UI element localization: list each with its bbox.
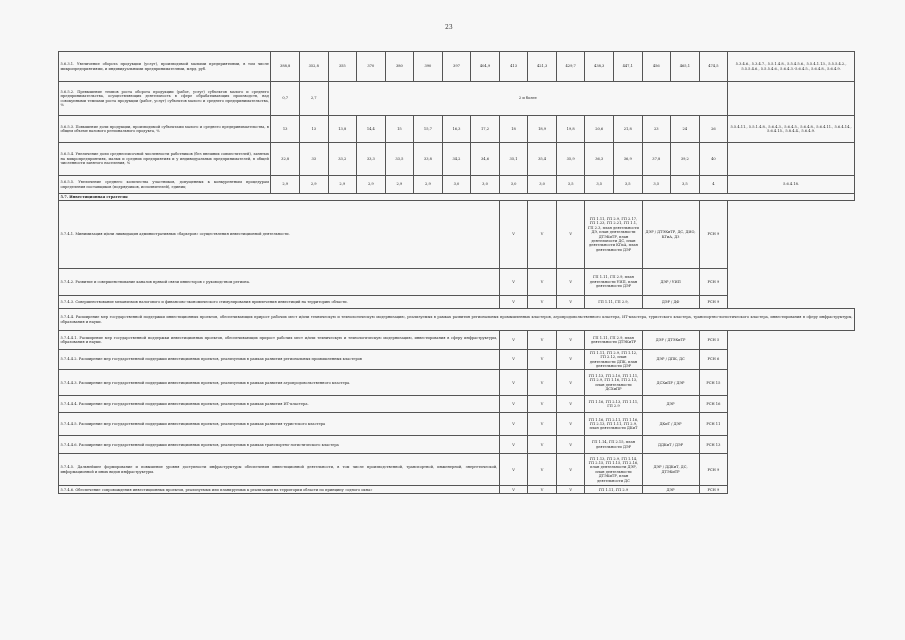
measure-description: 5.7.4.4.5. Расширение мер государственной поддержки инвестиционных проектов, реализуемых в рамках развития туристского кластера	[59, 413, 500, 436]
measure-stage-mark: V	[556, 331, 585, 350]
indicator-value: 438,3	[585, 52, 614, 82]
measure-executors: ДДКиТ / ДЭР	[642, 436, 699, 454]
measure-documents: ГП 1.11, ГП 2.9	[585, 486, 642, 494]
table-row	[59, 176, 855, 194]
table-row	[59, 396, 855, 413]
measure-kpi: РСН 6	[699, 350, 728, 370]
indicator-value: 34,6	[471, 143, 500, 176]
measure-stage-mark: V	[528, 269, 557, 296]
indicator-value: 3,5	[613, 176, 642, 194]
indicator-value: 34,2	[442, 143, 471, 176]
indicator-value: 421,3	[528, 52, 557, 82]
table-row	[59, 201, 855, 269]
measure-description: 5.7.4.4. Расширение мер государственной поддержки инвестиционных проектов, обеспечивающих прирост рабочих мест и/или техническую и технологическую модернизацию, реализуемых в рамках развития региональных промышленных кластеров, агропродовольственного кластера, ИТ-кластера, туристского кластера, транспортно-логистического кластера, инвестирования в сферу инфраструктуры, образования и науки.	[59, 309, 855, 331]
indicator-value: 39,2	[671, 143, 700, 176]
indicator-value: 35,9	[556, 143, 585, 176]
indicator-value: 355	[328, 52, 357, 82]
measure-stage-mark: V	[499, 350, 528, 370]
indicator-description: 5.6.5.2. Превышение темпов роста оборота продукции (работ, услуг) субъектов малого и среднего предпринимательства, осуществляющих деятельность в сфере обрабатывающих производств, над совокупными темпами роста продукции (работ, услуг) субъектов малого и среднего предпринимательства, %	[59, 82, 271, 116]
indicator-value: 4	[699, 176, 728, 194]
measure-stage-mark: V	[528, 370, 557, 396]
indicator-value: 3,0	[528, 176, 557, 194]
measure-kpi: РСН 9	[699, 486, 728, 494]
measure-stage-mark: V	[499, 486, 528, 494]
indicator-value: 13	[299, 116, 328, 143]
indicator-description: 5.6.5.3. Повышение доли продукции, производимой субъектами малого и среднего предпринимательства, в общем объеме валового регионального продукта, %	[59, 116, 271, 143]
indicator-value: 18,9	[528, 116, 557, 143]
measure-stage-mark: V	[499, 370, 528, 396]
measure-stage-mark: V	[528, 486, 557, 494]
measure-stage-mark: V	[556, 296, 585, 309]
indicator-value: 35,1	[499, 143, 528, 176]
measure-kpi: РСН 16	[699, 396, 728, 413]
indicator-value: 33,8	[414, 143, 443, 176]
indicator-value: 2,9	[328, 176, 357, 194]
table-row	[59, 269, 855, 296]
table-row	[59, 436, 855, 454]
measure-stage-mark: V	[499, 396, 528, 413]
measure-kpi: РСН 9	[699, 269, 728, 296]
table-row	[59, 486, 855, 494]
indicator-value: 13,8	[328, 116, 357, 143]
measure-stage-mark: V	[556, 396, 585, 413]
measure-stage-mark: V	[499, 436, 528, 454]
measure-stage-mark: V	[528, 413, 557, 436]
indicator-value: 24	[671, 116, 700, 143]
measure-description: 5.7.4.3. Совершенствование механизмов налогового и финансово-экономического стимулирования привлечения инвестиций на территорию области.	[59, 296, 500, 309]
measure-description: 5.7.4.2. Развитие и совершенствование каналов прямой связи инвесторов с руководством региона.	[59, 269, 500, 296]
measure-executors: ДКиТ / ДЭР	[642, 413, 699, 436]
indicator-value: 13	[271, 116, 300, 143]
indicator-value: 380	[385, 52, 414, 82]
indicator-value: 456	[642, 52, 671, 82]
indicator-target-span: 2 и более	[328, 82, 728, 116]
indicator-value: 404,9	[471, 52, 500, 82]
indicator-value: 2,9	[385, 176, 414, 194]
indicator-value: 33	[299, 143, 328, 176]
measure-stage-mark: V	[499, 269, 528, 296]
indicator-value: 2,7	[299, 82, 328, 116]
measure-stage-mark: V	[528, 396, 557, 413]
measure-stage-mark: V	[556, 269, 585, 296]
measure-executors: ДЭР / ДТЭКиТР	[642, 331, 699, 350]
indicator-value: 14,4	[357, 116, 386, 143]
indicator-value: 2,9	[271, 176, 300, 194]
measure-kpi: РСН 9	[699, 201, 728, 269]
indicator-value: 26	[699, 116, 728, 143]
measure-kpi: РСН 9	[699, 454, 728, 486]
indicator-value: 2,9	[299, 176, 328, 194]
indicator-value: 15,7	[414, 116, 443, 143]
measure-executors: ДСХиПР / ДЭР	[642, 370, 699, 396]
indicator-value: 474,5	[699, 52, 728, 82]
indicator-value: 20,6	[585, 116, 614, 143]
indicator-value: 390	[414, 52, 443, 82]
measure-kpi: РСН 15	[699, 370, 728, 396]
table-row	[59, 82, 855, 116]
measure-description: 5.7.4.4.3. Расширение мер государственной поддержки инвестиционных проектов, реализуемых в рамках развития агропродовольственного кластера.	[59, 370, 500, 396]
measure-stage-mark: V	[556, 413, 585, 436]
indicator-value: 3,0	[471, 176, 500, 194]
indicator-reference	[728, 143, 855, 176]
measure-stage-mark: V	[499, 413, 528, 436]
measure-documents: ГП 1.11, ГП 2.9, ГП 1.12, ГП 2.12, план деятельности ДПК, план деятельности ДЭР	[585, 350, 642, 370]
measure-executors: ДЭР / ДДКиТ, ДС, ДТЭКиТР	[642, 454, 699, 486]
indicator-value: 35,4	[528, 143, 557, 176]
measure-stage-mark: V	[499, 296, 528, 309]
indicator-value: 40	[699, 143, 728, 176]
indicator-value: 429,7	[556, 52, 585, 82]
table-row	[59, 454, 855, 486]
indicator-description: 5.6.5.4. Увеличение доли среднесписочной численности работников (без внешних совместителей), занятых на микропредприятиях, малых и средних предприятиях и у индивидуальных предпринимателей, в общей численности занятого населения, %	[59, 143, 271, 176]
measure-executors: ДЭР / ДТЭКиТР, ДС, ДИО, КГиА, ДЗ	[642, 201, 699, 269]
table-row	[59, 350, 855, 370]
measure-kpi: РСН 9	[699, 296, 728, 309]
page-number: 23	[445, 24, 453, 31]
measure-description: 5.7.4.4.1. Расширение мер государственной поддержки инвестиционных проектов, обеспечивающих прирост рабочих мест и/или техническую и технологическую модернизацию, инвестирования в сферу инфраструктуры, образования и науки.	[59, 331, 500, 350]
indicator-value: 32,8	[271, 143, 300, 176]
indicator-value: 37,8	[642, 143, 671, 176]
measure-stage-mark: V	[556, 370, 585, 396]
indicator-reference	[728, 82, 855, 116]
indicator-value: 3,5	[585, 176, 614, 194]
indicator-value: 3,0	[499, 176, 528, 194]
indicator-value: 3,5	[556, 176, 585, 194]
table-row	[59, 370, 855, 396]
measure-stage-mark: V	[556, 454, 585, 486]
measure-description: 5.7.4.4.2. Расширение мер государственной поддержки инвестиционных проектов, реализуемых в рамках развития региональных промышленных кластеров	[59, 350, 500, 370]
measure-stage-mark: V	[528, 454, 557, 486]
indicator-value: 16,3	[442, 116, 471, 143]
measure-stage-mark: V	[556, 350, 585, 370]
section-header-row	[59, 194, 855, 201]
table-row	[59, 116, 855, 143]
indicator-value: 388,8	[271, 52, 300, 82]
measure-documents: ГП 1.13, ГП 2.9, ГП 1.14, ГП 2.15, ГП 1.15, ГП 2.16, план деятельности ДЭР, план деятельности ДТЭКиТР, план деятельности ДС	[585, 454, 642, 486]
measure-executors: ДЭР / ДФ	[642, 296, 699, 309]
measure-kpi: РСН 13	[699, 436, 728, 454]
table-row	[59, 52, 855, 82]
measure-documents: ГП 1.13, ГП 2.10, ГП 1.11, ГП 2.9, ГП 1.16, ГП 2.13, план деятельности ДСХиПР	[585, 370, 642, 396]
measure-description: 5.7.4.4.6. Расширение мер государственной поддержки инвестиционных проектов, реализуемых в рамках транспортно-логистического кластера	[59, 436, 500, 454]
measure-stage-mark: V	[556, 486, 585, 494]
measure-executors: ДЭР / УИП	[642, 269, 699, 296]
indicator-value: 33,2	[328, 143, 357, 176]
measure-documents: ГП 1.14, ГП 2.15, план деятельности ДЭР	[585, 436, 642, 454]
measure-documents: ГП 1.11, ГП 2.9,	[585, 296, 642, 309]
indicator-reference: 5.6.4.18.	[728, 176, 855, 194]
measure-documents: ГП 1.16, ГП 2.11, ГП 1.16, ГП 2.13, ГП 1.11, ГП 2.9, план деятельности ДКиТ	[585, 413, 642, 436]
measure-stage-mark: V	[528, 331, 557, 350]
indicator-value: 36,9	[613, 143, 642, 176]
strategy-table	[58, 51, 855, 494]
indicator-value: 370	[357, 52, 386, 82]
measure-executors: ДЭР	[642, 396, 699, 413]
measure-executors: ДЭР	[642, 486, 699, 494]
measure-documents: ГП 1.11, ГП 2.9, план деятельности УИП, план деятельности ДЭР	[585, 269, 642, 296]
indicator-value: 0,7	[271, 82, 300, 116]
table-row	[59, 143, 855, 176]
measure-stage-mark: V	[499, 454, 528, 486]
indicator-value: 2,9	[357, 176, 386, 194]
measure-kpi: РСН 5	[699, 331, 728, 350]
indicator-value: 2,9	[414, 176, 443, 194]
measure-stage-mark: V	[528, 436, 557, 454]
indicator-value: 397	[442, 52, 471, 82]
indicator-reference: 5.3.4.6., 5.3.4.7., 5.5.1.4.8., 5.5.4.5.6., 5.5.4.1.13., 5.5.5.4.2., 5.5.5.4.6., 5.5.5.4.6., 5.6.4.3.-5.6.4.5., 5.6.4.8., 5.6.4.9.	[728, 52, 855, 82]
table-row	[59, 413, 855, 436]
indicator-value: 413	[499, 52, 528, 82]
indicator-value: 352,8	[299, 52, 328, 82]
measure-stage-mark: V	[499, 201, 528, 269]
indicator-description: 5.6.5.5. Увеличение среднего количества участников, допущенных к конкурентным процедурам определения поставщиков (подрядчиков, исполнителей), единиц	[59, 176, 271, 194]
indicator-value: 447,1	[613, 52, 642, 82]
indicator-value: 33,3	[357, 143, 386, 176]
measure-stage-mark: V	[499, 331, 528, 350]
indicator-value: 465,1	[671, 52, 700, 82]
indicator-value: 3,5	[671, 176, 700, 194]
measure-description: 5.7.4.1. Минимизация и/или ликвидация административных «барьеров» осуществления инвестиционной деятельности.	[59, 201, 500, 269]
measure-executors: ДЭР / ДПК, ДС	[642, 350, 699, 370]
indicator-value: 3,0	[442, 176, 471, 194]
indicator-value: 21,8	[613, 116, 642, 143]
indicator-reference: 5.5.4.11., 5.5.1.4.8., 5.6.4.3., 5.6.4.5., 5.6.4.8., 5.6.4.11., 5.6.4.14., 5.6.4.15., 5.8.4.4., 5.6.4.9.	[728, 116, 855, 143]
section-title: 5.7. Инвестиционная стратегия	[59, 194, 855, 201]
indicator-value: 36,3	[585, 143, 614, 176]
measure-stage-mark: V	[528, 350, 557, 370]
measure-description: 5.7.4.5. Дальнейшее формирование и повышение уровня доступности инфраструктуры обеспечения инвестиционной деятельности, в том числе производственной, транспортной, инженерной, энергетической, информационной и иных видов инфраструктуры.	[59, 454, 500, 486]
measure-kpi: РСН 11	[699, 413, 728, 436]
indicator-value: 23	[642, 116, 671, 143]
measure-documents: ГП 1.11, ГП 2.9, ГП 2.17, ГП 1.23, ГП 2.21, ГП 1.1, ГП 2.3, план деятельности ДЭ, план деятельности ДТЭКиТР, план деятельности ДС, план деятельности КГиА, план деятельности ДЭР	[585, 201, 642, 269]
measure-description: 5.7.4.6. Обеспечение сопровождения инвестиционных проектов, реализуемых или планируемых к реализации на территории области по принципу «одного окна»	[59, 486, 500, 494]
measure-stage-mark: V	[556, 201, 585, 269]
indicator-value: 33,5	[385, 143, 414, 176]
indicator-description: 5.6.3.1. Увеличение оборота продукции (услуг), производимой малыми предприятиями, в том числе микропредприятиями, и индивидуальными предпринимателями, млрд. руб.	[59, 52, 271, 82]
measure-documents: ГП 1.11, ГП 2.9, план деятельности ДТЭКиТР	[585, 331, 642, 350]
table-row	[59, 309, 855, 331]
measure-description: 5.7.4.4.4. Расширение мер государственной поддержки инвестиционных проектов, реализуемых в рамках развития ИТ-кластера.	[59, 396, 500, 413]
measure-documents: ГП 1.16, ГП 2.13, ГП 1.11, ГП 2.9	[585, 396, 642, 413]
indicator-value: 15	[385, 116, 414, 143]
measure-stage-mark: V	[528, 296, 557, 309]
strategy-table-container	[58, 51, 855, 494]
measure-stage-mark: V	[528, 201, 557, 269]
table-row	[59, 296, 855, 309]
indicator-value: 3,5	[642, 176, 671, 194]
measure-stage-mark: V	[556, 436, 585, 454]
indicator-value: 18	[499, 116, 528, 143]
indicator-value: 17,2	[471, 116, 500, 143]
table-row	[59, 331, 855, 350]
indicator-value: 19,8	[556, 116, 585, 143]
